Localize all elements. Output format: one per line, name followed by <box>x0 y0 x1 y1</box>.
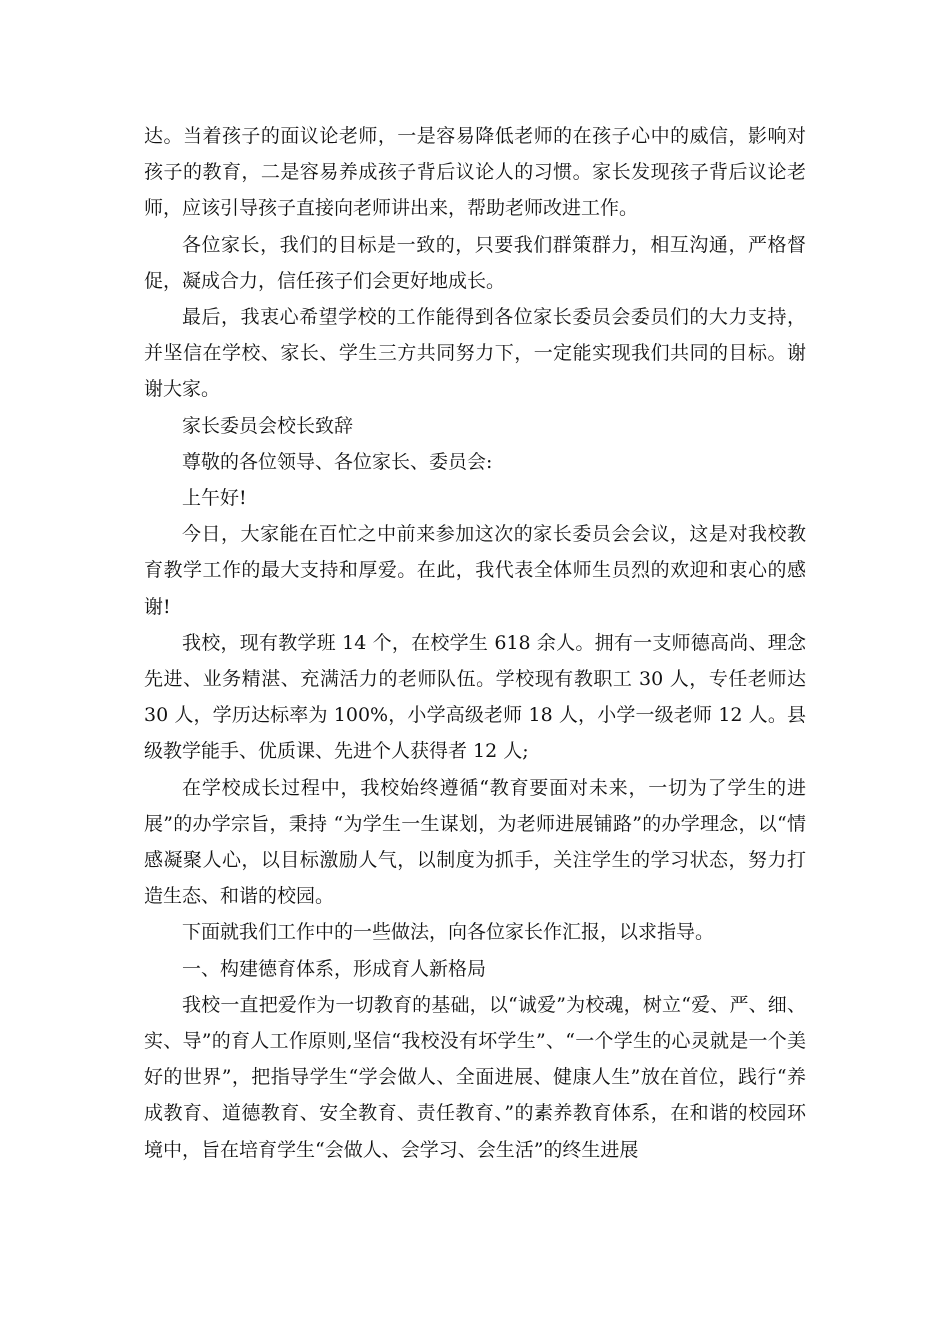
paragraph-school-philosophy: 在学校成长过程中，我校始终遵循“教育要面对未来，一切为了学生的进展”的办学宗旨，秉持 “为学生一生谋划，为老师进展铺路”的办学理念，以“情感凝聚人心，以目标激励人气，以制度为抓手，关注学生的学习状态，努力打造生态、和谐的校园。 <box>144 776 806 908</box>
heading-moral-education: 一、构建德育体系，形成育人新格局 <box>182 957 487 980</box>
paragraph-school-stats: 我校，现有教学班 14 个，在校学生 618 余人。拥有一支师德高尚、理念先进、业务精湛、充满活力的老师队伍。学校现有教职工 30 人，专任老师达 30 人，学历达标率为 100%，小学高级老师 18 人，小学一级老师 12 人。县级教学能手、优质课、先进个人获得者 12 人; <box>144 631 806 763</box>
document-body <box>144 118 806 1168</box>
section-title-speech: 家长委员会校长致辞 <box>182 414 354 437</box>
paragraph-common-goal: 各位家长，我们的目标是一致的，只要我们群策群力，相互沟通，严格督促，凝成合力，信任孩子们会更好地成长。 <box>144 233 806 292</box>
salutation: 尊敬的各位领导、各位家长、委员会: <box>182 450 493 473</box>
greeting: 上午好! <box>182 487 247 510</box>
paragraph-closing-thanks: 最后，我衷心希望学校的工作能得到各位家长委员会委员们的大力支持，并坚信在学校、家长、学生三方共同努力下，一定能实现我们共同的目标。谢谢大家。 <box>144 306 806 401</box>
paragraph-moral-education: 我校一直把爱作为一切教育的基础，以“诚爱”为校魂，树立“爱、严、细、实、导”的育人工作原则,坚信“我校没有坏学生”、“一个学生的心灵就是一个美好的世界”，把指导学生“学会做人、全面进展、健康人生”放在首位，践行“养成教育、道德教育、安全教育、责任教育、”的素养教育体系，在和谐的校园环境中，旨在培育学生“会做人、会学习、会生活”的终生进展 <box>144 993 806 1161</box>
paragraph-report-intro: 下面就我们工作中的一些做法，向各位家长作汇报，以求指导。 <box>182 921 715 944</box>
paragraph-continuation: 达。当着孩子的面议论老师，一是容易降低老师的在孩子心中的威信，影响对孩子的教育，二是容易养成孩子背后议论人的习惯。家长发现孩子背后议论老师，应该引导孩子直接向老师讲出来，帮助老师改进工作。 <box>144 125 806 220</box>
paragraph-welcome: 今日，大家能在百忙之中前来参加这次的家长委员会会议，这是对我校教育教学工作的最大支持和厚爱。在此，我代表全体师生员烈的欢迎和衷心的感谢! <box>144 523 806 618</box>
